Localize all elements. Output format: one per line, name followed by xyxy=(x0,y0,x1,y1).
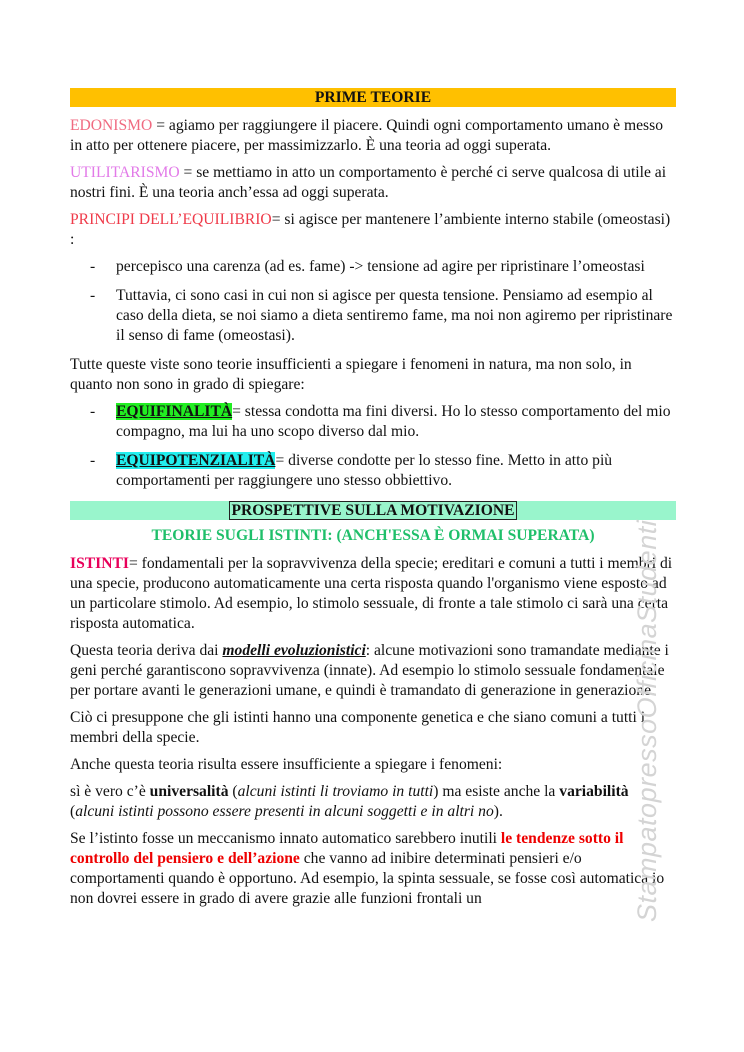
text: ( xyxy=(70,803,76,820)
definition-text: = agiamo per raggiungere il piacere. Quindi ogni comportamento umano è messo in atto per ottenere piacere, per massimizzarlo. È una teoria ad oggi superata. xyxy=(70,117,663,154)
equi-list xyxy=(70,402,676,491)
text: ( xyxy=(228,783,238,800)
principi-list xyxy=(70,257,676,346)
heading-text: PRIME TEORIE xyxy=(314,89,432,106)
text: Questa teoria deriva dai xyxy=(70,642,223,659)
section-heading-prospettive xyxy=(70,501,676,520)
text: Se l’istinto fosse un meccanismo innato automatico sarebbero inutili xyxy=(70,830,501,847)
paragraph-utilitarismo xyxy=(70,163,676,203)
definition-text: = si agisce per mantenere l’ambiente interno stabile (omeostasi) : xyxy=(70,211,671,248)
list-item: - Tuttavia, ci sono casi in cui non si agisce per questa tensione. Pensiamo ad esempio al caso della dieta, se noi siamo a dieta sentiremo fame, ma noi non agiremo per ripristinare il senso di fame (omeostasi). xyxy=(70,286,676,346)
paragraph-cio: Ciò ci presuppone che gli istinti hanno una componente genetica e che siano comuni a tutti i membri della specie. xyxy=(70,709,646,746)
list-item-equifinalita xyxy=(70,402,676,442)
definition-text: = fondamentali per la sopravvivenza della specie; ereditari e comuni a tutti i membri di una specie, producono automaticamente una certa risposta quando l'organismo viene esposto ad un particolare stimolo. Ad esempio, lo stimolo sessuale, di fronte a tale stimolo ci sarà una certa risposta automatica. xyxy=(70,555,673,632)
term-equifinalita: EQUIFINALITÀ xyxy=(116,403,233,420)
list-item: - percepisco una carenza (ad es. fame) -> tensione ad agire per ripristinare l’omeostasi xyxy=(70,257,676,277)
highlight-red: le tendenze sotto il controllo del pensiero e dell’azione xyxy=(70,830,624,867)
text: ). xyxy=(493,803,503,820)
term-principi: PRINCIPI DELL’EQUILIBRIO xyxy=(70,211,272,228)
term-utilitarismo: UTILITARISMO xyxy=(70,164,180,181)
paragraph-istinti xyxy=(70,554,676,634)
term-edonismo: EDONISMO xyxy=(70,117,153,134)
italic-text: alcuni istinti possono essere presenti in alcuni soggetti e in altri no xyxy=(75,803,494,820)
term-istinti: ISTINTI xyxy=(70,555,129,572)
heading-text: PROSPETTIVE SULLA MOTIVAZIONE xyxy=(231,502,515,519)
text: sì è vero c’è xyxy=(70,783,150,800)
document-content xyxy=(70,88,676,916)
paragraph-principi xyxy=(70,210,676,250)
section-heading-prime-teorie xyxy=(70,88,676,107)
subheading-istinti: TEORIE SUGLI ISTINTI: (ANCH'ESSA È ORMAI SUPERATA) xyxy=(151,527,595,544)
term-variabilita: variabilità xyxy=(559,783,629,800)
term-universalita: universalità xyxy=(149,783,229,800)
definition-text: = diverse condotte per lo stesso fine. Metto in atto più comportamenti per raggiungere uno stesso obbiettivo. xyxy=(116,452,613,489)
text: : alcune motivazioni sono tramandate mediante i geni perché garantiscono sopravvivenza (innate). Ad esempio lo stimolo sessuale fondamentale per portare avanti le generazioni umane, e quindi è tramandato di generazione in generazione. xyxy=(70,642,669,699)
definition-text: = se mettiamo in atto un comportamento è perché ci serve qualcosa di utile ai nostri fini. È una teoria anch’essa ad oggi superata. xyxy=(70,164,667,201)
paragraph-tutte: Tutte queste viste sono teorie insufficienti a spiegare i fenomeni in natura, ma non solo, in quanto non sono in grado di spiegare: xyxy=(70,356,632,393)
italic-text: alcuni istinti li troviamo in tutti xyxy=(237,783,434,800)
text: che vanno ad inibire determinati pensieri e/o comportamenti quando è opportuno. Ad esempio, la spinta sessuale, se fosse così automatica io non dovrei essere in grado di avere grazie alle funzioni frontali un xyxy=(70,850,665,907)
paragraph-edonismo xyxy=(70,116,676,156)
text: ) ma esiste anche la xyxy=(433,783,560,800)
paragraph-anche: Anche questa teoria risulta essere insufficiente a spiegare i fenomeni: xyxy=(70,756,503,773)
paragraph-si xyxy=(70,782,676,822)
paragraph-questa xyxy=(70,641,676,701)
list-item-equipotenzialita xyxy=(70,451,676,491)
term-equipotenzialita: EQUIPOTENZIALITÀ xyxy=(116,452,276,469)
term-modelli: modelli evoluzionistici xyxy=(222,642,366,659)
definition-text: = stessa condotta ma fini diversi. Ho lo stesso comportamento del mio compagno, ma lui ha uno scopo diverso dal mio. xyxy=(116,403,671,440)
watermark: StampatopressoOfficinaStudenti xyxy=(632,519,662,922)
paragraph-se xyxy=(70,829,676,909)
